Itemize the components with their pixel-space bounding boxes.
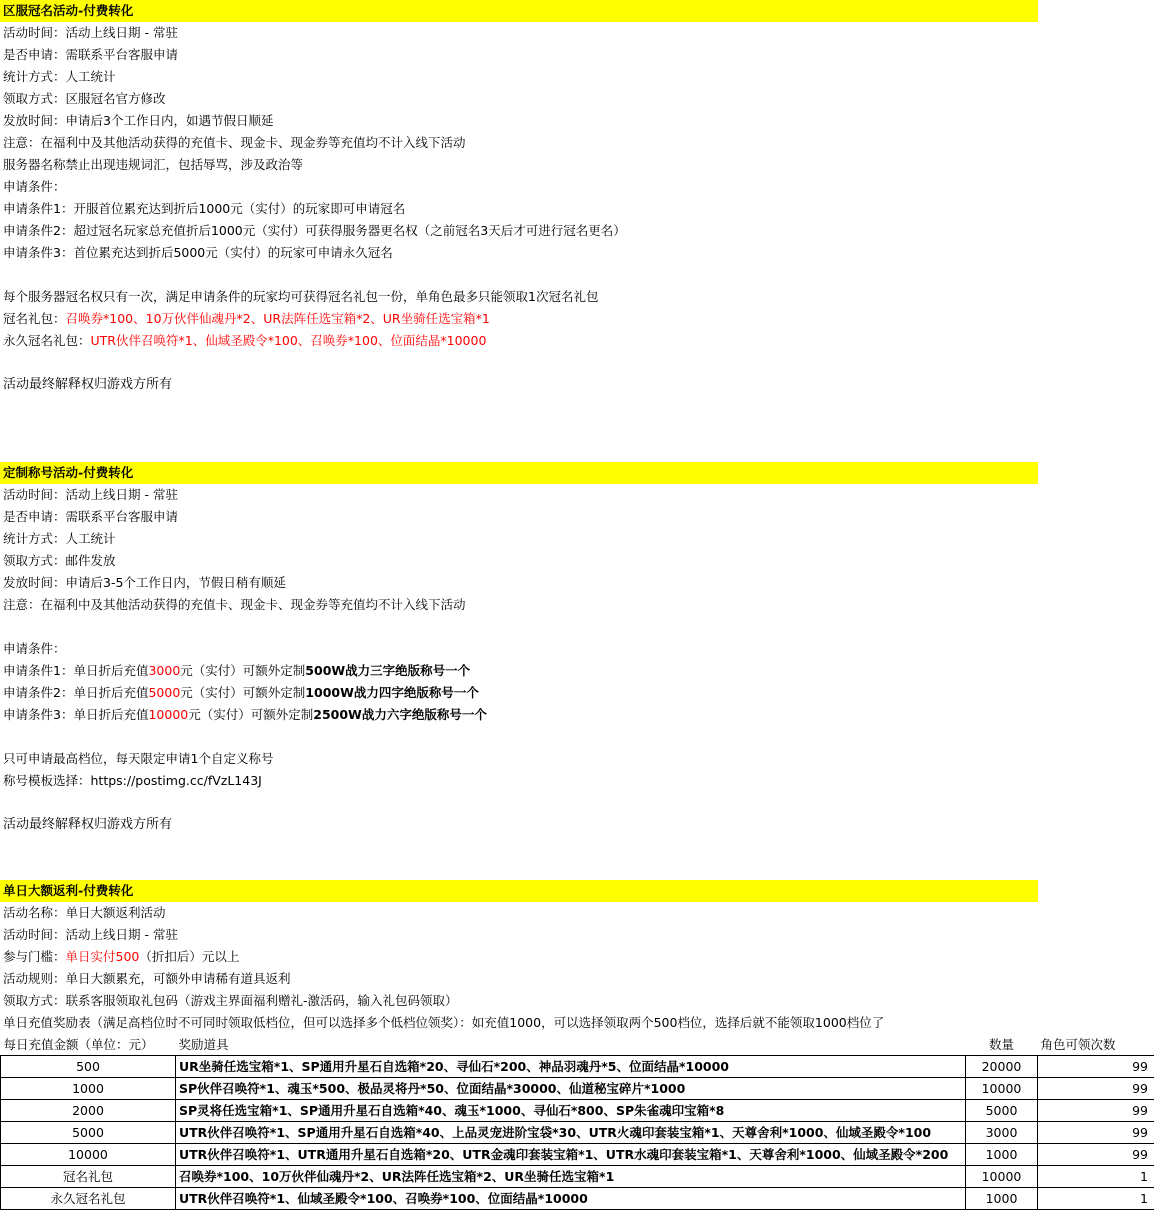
s3-line: 活动规则：单日大额累充，可额外申请稀有道具返利 <box>3 971 291 986</box>
s1-line: 统计方式：人工统计 <box>3 69 116 84</box>
s1-gift-label: 冠名礼包： <box>3 311 66 326</box>
cond-text: 元（实付）可额外定制 <box>188 707 314 722</box>
cell-times: 99 <box>1038 1100 1154 1122</box>
s1-gift-value: 召唤券*100、10万伙伴仙魂丹*2、UR法阵任选宝箱*2、UR坐骑任选宝箱*1 <box>65 311 490 326</box>
reward-table <box>0 1034 1154 1210</box>
cond-reward: 2500W战力六字绝版称号一个 <box>313 707 487 722</box>
table-row <box>1 1078 1154 1100</box>
s2-cond <box>3 704 487 726</box>
cond-text: 元（实付）可额外定制 <box>180 663 306 678</box>
s1-line: 服务器名称禁止出现违规词汇，包括辱骂，涉及政治等 <box>3 157 304 172</box>
cell-times: 99 <box>1038 1056 1154 1078</box>
s2-cond <box>3 660 470 682</box>
cell-qty: 5000 <box>966 1100 1038 1122</box>
table-row <box>1 1188 1154 1210</box>
section1-title: 区服冠名活动-付费转化 <box>0 0 1038 22</box>
s3-line: 活动时间：活动上线日期 - 常驻 <box>3 927 178 942</box>
s2-cond-title: 申请条件： <box>3 641 66 656</box>
col-header-items: 奖励道具 <box>176 1034 966 1056</box>
cell-amount: 10000 <box>1 1144 176 1166</box>
cell-times: 99 <box>1038 1144 1154 1166</box>
col-header-amount: 每日充值金额（单位：元） <box>1 1034 176 1056</box>
threshold-value: 单日实付500 <box>65 949 140 964</box>
s3-line: 单日充值奖励表（满足高档位时不可同时领取低档位，但可以选择多个低档位领奖）：如充值1000，可以选择领取两个500档位，选择后就不能领取1000档位了 <box>3 1015 885 1030</box>
cell-times: 99 <box>1038 1078 1154 1100</box>
s2-line: 是否申请：需联系平台客服申请 <box>3 509 179 524</box>
cell-items: UTR伙伴召唤符*1、UTR通用升星石自选箱*20、UTR金魂印套装宝箱*1、UTR水魂印套装宝箱*1、天尊舍利*1000、仙域圣殿令*200 <box>176 1144 966 1166</box>
cell-items: SP伙伴召唤符*1、魂玉*500、极品灵将丹*50、位面结晶*30000、仙道秘宝碎片*1000 <box>176 1078 966 1100</box>
cell-amount: 2000 <box>1 1100 176 1122</box>
cell-times: 1 <box>1038 1166 1154 1188</box>
cell-qty: 10000 <box>966 1166 1038 1188</box>
cond-amount: 5000 <box>148 685 181 700</box>
table-row <box>1 1166 1154 1188</box>
cond-text: 申请条件3：单日折后充值 <box>3 707 149 722</box>
col-header-qty: 数量 <box>966 1034 1038 1056</box>
s1-footer: 活动最终解释权归游戏方所有 <box>3 377 173 392</box>
s2-line: 活动时间：活动上线日期 - 常驻 <box>3 487 178 502</box>
cond-amount: 3000 <box>148 663 181 678</box>
table-header-row <box>1 1034 1154 1056</box>
s1-line: 申请条件： <box>3 179 66 194</box>
s2-note2: 称号模板选择：https://postimg.cc/fVzL143J <box>3 773 262 788</box>
s2-line: 统计方式：人工统计 <box>3 531 116 546</box>
cond-text: 元（实付）可额外定制 <box>180 685 306 700</box>
cond-reward: 1000W战力四字绝版称号一个 <box>305 685 479 700</box>
cell-amount: 5000 <box>1 1122 176 1144</box>
s2-line: 注意：在福利中及其他活动获得的充值卡、现金卡、现金券等充值均不计入线下活动 <box>3 597 466 612</box>
cell-items: UR坐骑任选宝箱*1、SP通用升星石自选箱*20、寻仙石*200、神品羽魂丹*5、位面结晶*10000 <box>176 1056 966 1078</box>
cond-text: 申请条件1：单日折后充值 <box>3 663 149 678</box>
s1-line: 活动时间：活动上线日期 - 常驻 <box>3 25 178 40</box>
cell-amount: 永久冠名礼包 <box>1 1188 176 1210</box>
s1-perm-gift <box>3 330 486 352</box>
cond-reward: 500W战力三字绝版称号一个 <box>305 663 471 678</box>
section2-title: 定制称号活动-付费转化 <box>0 462 1038 484</box>
cell-times: 1 <box>1038 1188 1154 1210</box>
s1-line: 申请条件2：超过冠名玩家总充值折后1000元（实付）可获得服务器更名权（之前冠名3天后才可进行冠名更名） <box>3 223 626 238</box>
cell-qty: 10000 <box>966 1078 1038 1100</box>
cell-qty: 1000 <box>966 1188 1038 1210</box>
s3-line: 领取方式：联系客服领取礼包码（游戏主界面福利赠礼-激活码，输入礼包码领取） <box>3 993 458 1008</box>
cell-amount: 1000 <box>1 1078 176 1100</box>
cell-amount: 500 <box>1 1056 176 1078</box>
threshold-suffix: （折扣后）元以上 <box>139 949 240 964</box>
s1-line: 领取方式：区服冠名官方修改 <box>3 91 166 106</box>
s1-perm-value: UTR伙伴召唤符*1、仙域圣殿令*100、召唤券*100、位面结晶*10000 <box>90 333 487 348</box>
cell-qty: 1000 <box>966 1144 1038 1166</box>
s1-note: 每个服务器冠名权只有一次，满足申请条件的玩家均可获得冠名礼包一份，单角色最多只能领取1次冠名礼包 <box>3 289 599 304</box>
cell-qty: 3000 <box>966 1122 1038 1144</box>
s3-threshold <box>3 946 239 968</box>
cell-times: 99 <box>1038 1122 1154 1144</box>
table-row <box>1 1056 1154 1078</box>
table-row <box>1 1144 1154 1166</box>
table-row <box>1 1122 1154 1144</box>
section3-title: 单日大额返利-付费转化 <box>0 880 1038 902</box>
s2-line: 领取方式：邮件发放 <box>3 553 116 568</box>
s1-perm-label: 永久冠名礼包： <box>3 333 91 348</box>
threshold-label: 参与门槛： <box>3 949 66 964</box>
s3-line: 活动名称：单日大额返利活动 <box>3 905 166 920</box>
cell-items: UTR伙伴召唤符*1、SP通用升星石自选箱*40、上品灵宠进阶宝袋*30、UTR火魂印套装宝箱*1、天尊舍利*1000、仙域圣殿令*100 <box>176 1122 966 1144</box>
s1-line: 申请条件3：首位累充达到折后5000元（实付）的玩家可申请永久冠名 <box>3 245 393 260</box>
s1-line: 发放时间：申请后3个工作日内，如遇节假日顺延 <box>3 113 274 128</box>
table-row <box>1 1100 1154 1122</box>
cell-items: UTR伙伴召唤符*1、仙域圣殿令*100、召唤券*100、位面结晶*10000 <box>176 1188 966 1210</box>
s1-line: 申请条件1：开服首位累充达到折后1000元（实付）的玩家即可申请冠名 <box>3 201 406 216</box>
cell-items: 召唤券*100、10万伙伴仙魂丹*2、UR法阵任选宝箱*2、UR坐骑任选宝箱*1 <box>176 1166 966 1188</box>
cond-amount: 10000 <box>148 707 189 722</box>
cell-amount: 冠名礼包 <box>1 1166 176 1188</box>
s1-line: 是否申请：需联系平台客服申请 <box>3 47 179 62</box>
cond-text: 申请条件2：单日折后充值 <box>3 685 149 700</box>
s2-cond <box>3 682 479 704</box>
s1-gift <box>3 308 490 330</box>
s1-line: 注意：在福利中及其他活动获得的充值卡、现金卡、现金券等充值均不计入线下活动 <box>3 135 466 150</box>
s2-footer: 活动最终解释权归游戏方所有 <box>3 817 173 832</box>
col-header-times: 角色可领次数 <box>1038 1034 1154 1056</box>
s2-line: 发放时间：申请后3-5个工作日内，节假日稍有顺延 <box>3 575 286 590</box>
cell-qty: 20000 <box>966 1056 1038 1078</box>
s2-note1: 只可申请最高档位，每天限定申请1个自定义称号 <box>3 751 274 766</box>
cell-items: SP灵将任选宝箱*1、SP通用升星石自选箱*40、魂玉*1000、寻仙石*800、SP朱雀魂印宝箱*8 <box>176 1100 966 1122</box>
